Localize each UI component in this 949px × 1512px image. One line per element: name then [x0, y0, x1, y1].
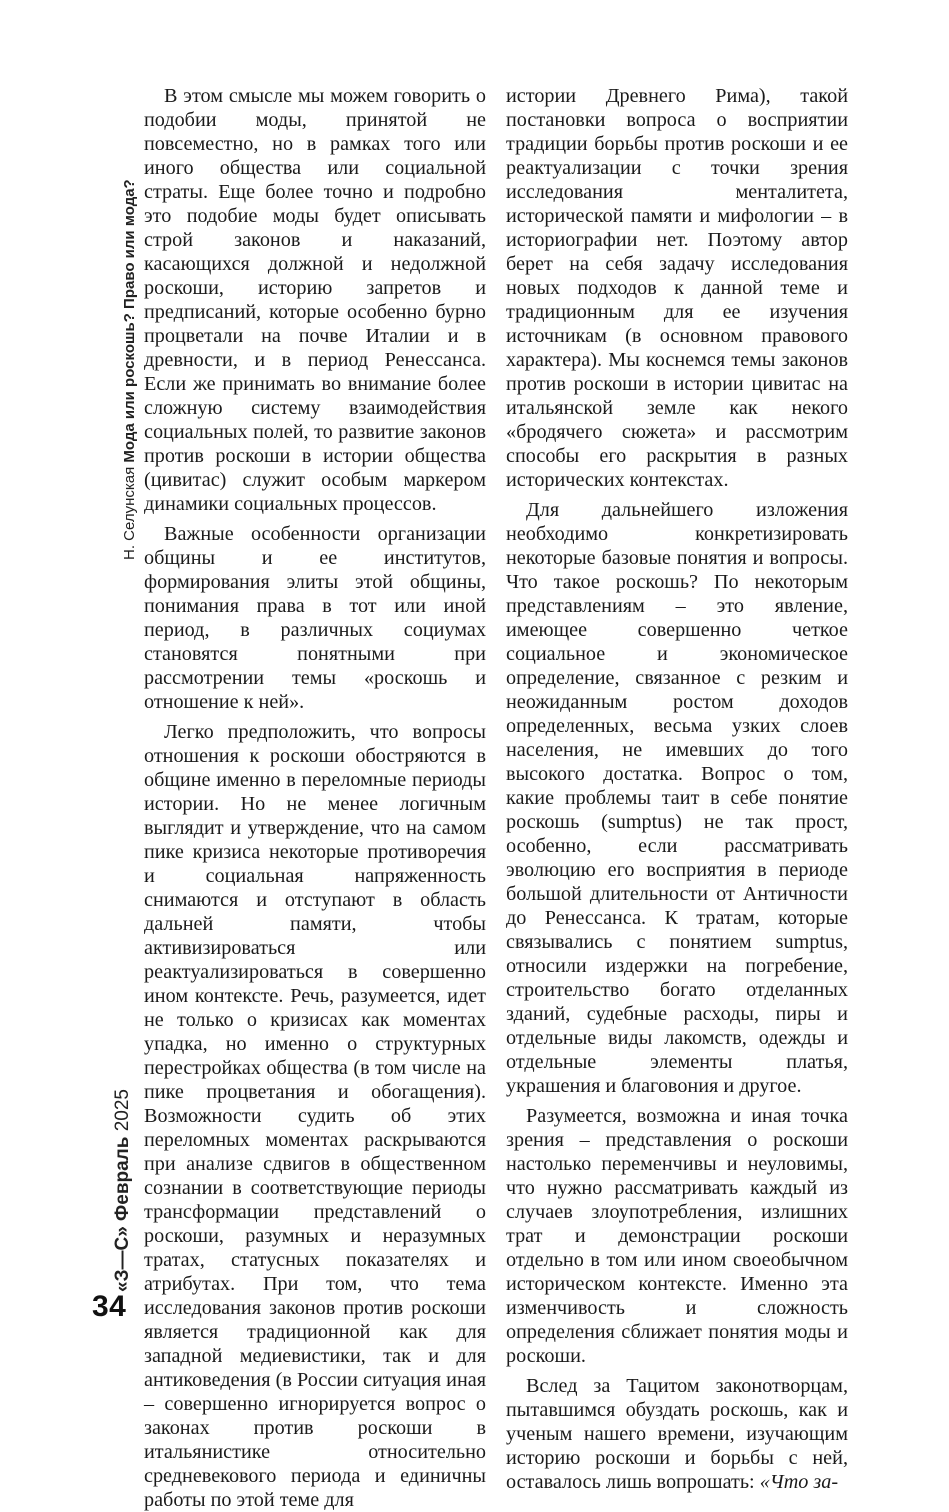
issue-month: Февраль — [112, 1136, 133, 1221]
issue-year: 2025 — [112, 1089, 133, 1132]
paragraph: В этом смысле мы можем говорить о подобии моды, принятой не повсеместно, но в рамках того или иного общества или социальной страты. Еще более точно и подробно это подобие моды будет описывать строй законов и наказаний, касающихся должной и недолжной роскоши, историю запретов и предписаний, которые особенно бурно процветали на почве Италии и в древности, и в период Ренессанса. Если же принимать во внимание более сложную систему взаимодействия социальных полей, то развитие законов против роскоши в истории общества (цивитас) служит особым маркером динамики социальных процессов. — [144, 85, 486, 515]
paragraph: Разумеется, возможна и иная точка зрения – представления о роскоши настолько переменчивы и неуловимы, что нужно рассматривать каждый из случаев злоупотребления, излишних трат и демонстрации роскоши отдельно в том или ином своеобычном историческом контексте. Именно эта изменчивость и сложность определения сближает понятия моды и роскоши. — [506, 1105, 848, 1367]
journal-name: «З—С» — [112, 1226, 133, 1292]
journal-footer — [112, 1089, 134, 1292]
paragraph — [506, 1374, 848, 1494]
left-column — [144, 84, 486, 1512]
running-head-title: Мода или роскошь? Право или мода? — [121, 179, 138, 463]
paragraph: Важные особенности организации общины и ее институтов, формирования элиты этой общины, понимания права в тот или иной период, в различных социумах становятся понятными при рассмотрении темы «роскошь и отношение к ней». — [144, 523, 486, 713]
paragraph-text: Вслед за Тацитом законотворцам, пытавшимся обуздать роскошь, как и ученым нашего времени, изучающим историю роскоши и борьбы с ней, оставалось лишь вопрошать: — [506, 1375, 848, 1493]
page-number: 34 — [92, 1290, 127, 1323]
right-column — [506, 84, 848, 1494]
paragraph: Для дальнейшего изложения необходимо конкретизировать некоторые базовые понятия и вопросы. Что такое роскошь? По некоторым представлениям – это явление, имеющее совершенно четкое социальное и экономическое определение, связанное с резким и неожиданным ростом доходов определенных, весьма узких слоев населения, не имевших до того высокого достатка. Вопрос о том, какие проблемы таит в себе понятие роскошь (sumptus) не так прост, особенно, если рассматривать эволюцию его восприятия в периоде большой длительности от Античности до Ренессанса. К тратам, которые связывались с понятием sumptus, относили издержки на погребение, строительство богато отделанных зданий, судебные расходы, пиры и отдельные виды лакомств, одежды и отдельные элементы платья, украшения и благовония и другое. — [506, 499, 848, 1097]
quote-start: «Что за- — [759, 1471, 839, 1493]
paragraph-continuation: истории Древнего Рима), такой постановки вопроса о восприятии традиции борьбы против роскоши и ее реактуализации с точки зрения исследования менталитета, исторической памяти и мифологии – в историографии нет. Поэтому автор берет на себя задачу исследования новых подходов к данной теме и традиционным для ее изучения источникам (в основном правового характера). Мы коснемся темы законов против роскоши в истории цивитас на итальянской земле как некого «бродячего сюжета» и рассмотрим способы его раскрытия в разных исторических контекстах. — [506, 85, 848, 491]
running-head — [121, 179, 138, 560]
paragraph: Легко предположить, что вопросы отношения к роскоши обостряются в общине именно в переломные периоды истории. Но не менее логичным выглядит и утверждение, что на самом пике кризиса некоторые противоречия и социальная напряженность снимаются и отступают в область дальней памяти, чтобы активизироваться или реактуализироваться в совершенно ином контексте. Речь, разумеется, идет не только о кризисах как моментах упадка, но именно о структурных перестройках общества (в том числе на пике процветания и обогащения). Возможности судить об этих переломных моментах раскрываются при анализе сдвигов в общественном сознании в соответствующие периоды трансформации представлений о роскоши, разумных и неразумных тратах, статусных показателях и атрибутах. При том, что тема исследования законов против роскоши является традиционной как для западной медиевистики, так и для антиковедения (в России ситуация иная – совершенно игнорируется вопрос о законах против роскоши в итальянистике относительно средневекового периода и единичны работы по этой теме для — [144, 721, 486, 1511]
running-head-author: Н. Селунская — [121, 466, 138, 560]
